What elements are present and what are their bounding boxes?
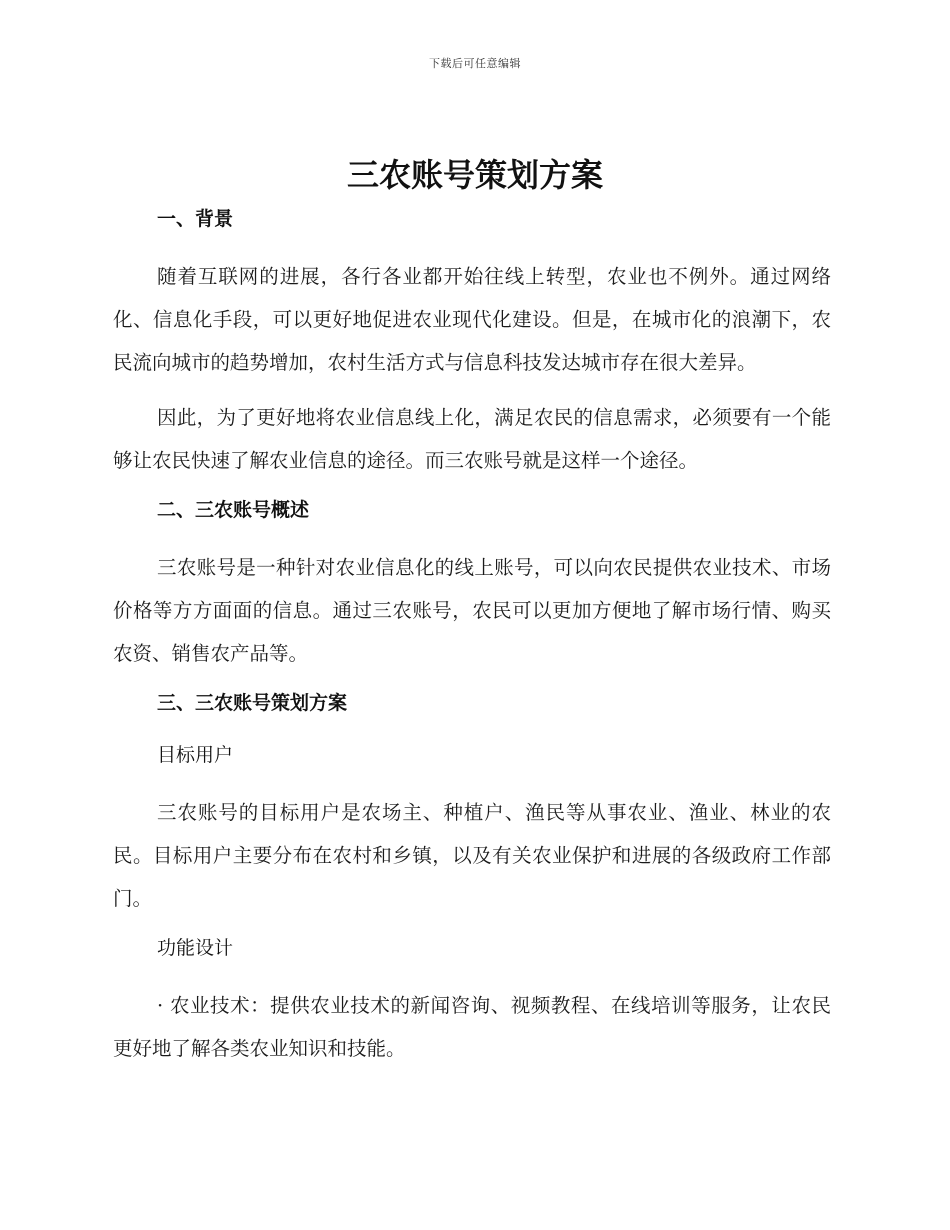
paragraph: 三农账号是一种针对农业信息化的线上账号，可以向农民提供农业技术、市场价格等方方面面的信息。通过三农账号，农民可以更加方便地了解市场行情、购买农资、销售农产品等。 <box>113 556 831 665</box>
document-body <box>113 203 831 1082</box>
section-heading-plan: 三、三农账号策划方案 <box>157 692 348 714</box>
paragraph: 三农账号的目标用户是农场主、种植户、渔民等从事农业、渔业、林业的农民。目标用户主要分布在农村和乡镇，以及有关农业保护和进展的各级政府工作部门。 <box>113 801 831 910</box>
document-title: 三农账号策划方案 <box>346 156 603 194</box>
bullet-paragraph: · 农业技术：提供农业技术的新闻咨询、视频教程、在线培训等服务，让农民更好地了解各类农业知识和技能。 <box>113 994 831 1060</box>
page-header-note: 下载后可任意编辑 <box>429 57 521 70</box>
subsection-heading-target-users: 目标用户 <box>157 744 234 766</box>
subsection-heading-feature-design: 功能设计 <box>157 937 234 959</box>
paragraph: 因此，为了更好地将农业信息线上化，满足农民的信息需求，必须要有一个能够让农民快速了解农业信息的途径。而三农账号就是这样一个途径。 <box>113 406 831 472</box>
paragraph: 随着互联网的进展，各行各业都开始往线上转型，农业也不例外。通过网络化、信息化手段，可以更好地促进农业现代化建设。但是，在城市化的浪潮下，农民流向城市的趋势增加，农村生活方式与信息科技发达城市存在很大差异。 <box>113 265 831 374</box>
section-heading-background: 一、背景 <box>157 208 234 230</box>
section-heading-overview: 二、三农账号概述 <box>157 499 310 521</box>
